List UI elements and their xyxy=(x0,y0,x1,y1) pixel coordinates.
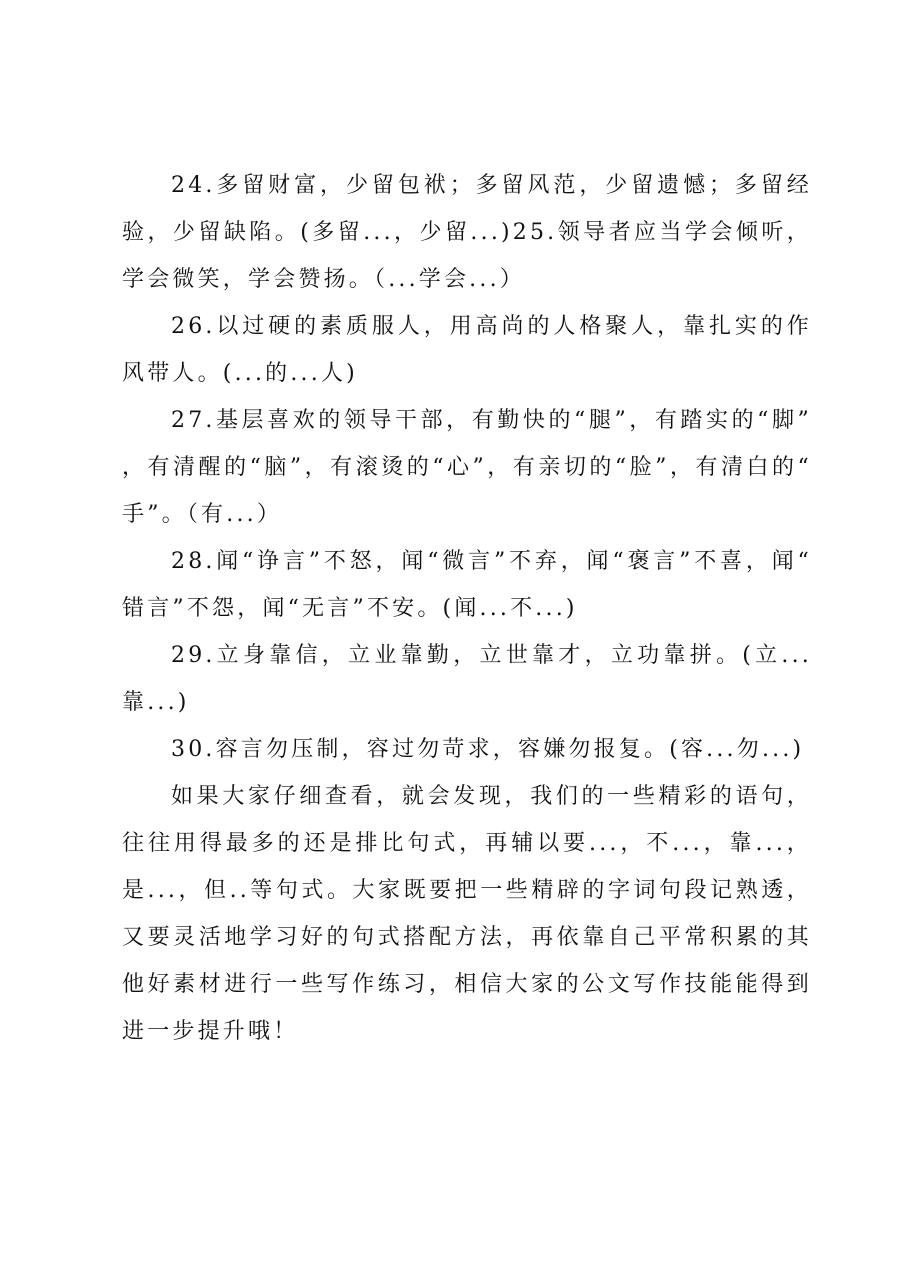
paragraph-24-25: 24.多留财富，少留包袱；多留风范，少留遗憾；多留经验，少留缺陷。(多留...，少留...)25.领导者应当学会倾听，学会微笑，学会赞扬。（...学会...） xyxy=(122,173,812,292)
paragraph-27: 27.基层喜欢的领导干部，有勤快的“腿”，有踏实的“脚”，有清醒的“脑”，有滚烫的“心”，有亲切的“脸”，有清白的“手”。（有...） xyxy=(122,408,812,527)
paragraph-29: 29.立身靠信，立业靠勤，立世靠才，立功靠拼。(立...靠...) xyxy=(122,643,812,715)
paragraph-30: 30.容言勿压制，容过勿苛求，容嫌勿报复。(容...勿...) xyxy=(171,737,805,762)
paragraph-26: 26.以过硬的素质服人，用高尚的人格聚人，靠扎实的作风带人。(...的...人) xyxy=(122,314,812,386)
paragraph-28: 28.闻“诤言”不怒，闻“微言”不弃，闻“褒言”不喜，闻“错言”不怨，闻“无言”不安。(闻...不...) xyxy=(122,549,812,621)
document-body xyxy=(122,162,812,1055)
paragraph-summary: 如果大家仔细查看，就会发现，我们的一些精彩的语句，往往用得最多的还是排比句式，再辅以要...，不...，靠...，是...，但..等句式。大家既要把一些精辟的字词句段记熟透，又要灵活地学习好的句式搭配方法，再依靠自己平常积累的其他好素材进行一些写作练习，相信大家的公文写作技能能得到进一步提升哦！ xyxy=(122,784,812,1044)
